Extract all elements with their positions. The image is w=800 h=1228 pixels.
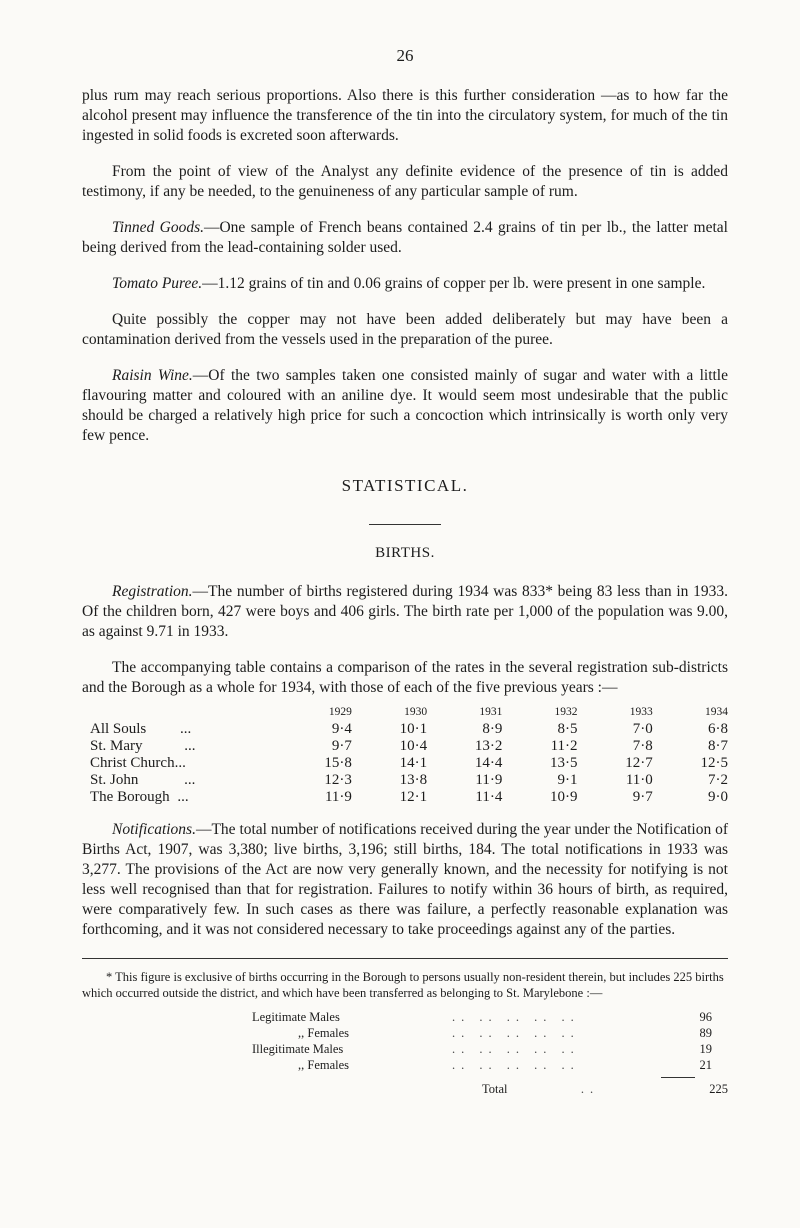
district-name: St. John ... (90, 772, 196, 788)
footnote-divider (82, 958, 728, 959)
tomato-puree-text: —1.12 grains of tin and 0.06 grains of copper per lb. were present in one sample. (202, 275, 706, 292)
item-value: 89 (699, 1026, 712, 1040)
rate-cell: 11·4 (475, 789, 503, 805)
rate-cell: 13·5 (550, 755, 578, 771)
section-title: STATISTICAL. (341, 476, 469, 495)
tinned-goods-heading: Tinned Goods. (112, 219, 204, 236)
transferred-births-list (82, 1009, 728, 1097)
list-item: Legitimate Males .. .. .. .. .. 96 (82, 1009, 728, 1025)
table-row (82, 772, 728, 789)
district-name: All Souls ... (90, 721, 192, 737)
rate-cell: 15·8 (324, 755, 352, 771)
year-header: 1934 (705, 706, 728, 718)
district-name: Christ Church... (90, 755, 186, 771)
rate-cell: 7·2 (708, 772, 728, 788)
rate-cell: 12·3 (324, 772, 352, 788)
paragraph-notifications (82, 820, 728, 940)
table-header-row (82, 706, 728, 721)
registration-text: —The number of births registered during 1934 was 833* being 83 less than in 1933. Of the children born, 427 were boys and 406 girls. The birth rate per 1,000 of the population was 9.00, as against 9.71 in 1933. (82, 583, 728, 640)
rate-cell: 9·7 (331, 738, 352, 754)
rate-cell: 11·9 (324, 789, 352, 805)
rate-cell: 8·9 (482, 721, 503, 737)
list-item: ,, Females .. .. .. .. .. 21 (82, 1057, 728, 1073)
rate-cell: 12·5 (700, 755, 728, 771)
rate-cell: 14·4 (474, 755, 503, 771)
rate-cell: 9·0 (708, 789, 728, 805)
tomato-puree-heading: Tomato Puree. (112, 275, 203, 292)
year-header: 1929 (328, 706, 352, 718)
item-label: ,, Females (298, 1058, 350, 1072)
item-label: ,, Females (298, 1026, 350, 1040)
raisin-wine-heading: Raisin Wine. (112, 367, 193, 384)
page-number: 26 (396, 46, 414, 65)
rate-cell: 8·5 (557, 721, 578, 737)
total-rule (661, 1077, 695, 1078)
table-row (82, 755, 728, 772)
item-label: Legitimate Males (252, 1010, 340, 1024)
item-value: 21 (699, 1058, 712, 1072)
list-item: ,, Females .. .. .. .. .. 89 (82, 1025, 728, 1041)
rate-cell: 12·1 (399, 789, 428, 805)
item-value: 19 (699, 1042, 712, 1056)
table-row (82, 789, 728, 806)
total-value: 225 (709, 1082, 728, 1096)
raisin-wine-text: —Of the two samples taken one consisted mainly of sugar and water with a little flavouring matter and coloured with an aniline dye. It would seem most undesirable that the public should be charged a relatively high price for such a concoction which intrinsically is worth only very few pence. (82, 367, 728, 444)
rate-cell: 10·9 (550, 789, 578, 805)
district-name: The Borough ... (90, 789, 189, 805)
rate-cell: 11·9 (475, 772, 503, 788)
year-header: 1932 (554, 706, 578, 718)
paragraph-tinned-goods (82, 218, 728, 258)
rate-cell: 7·8 (632, 738, 653, 754)
tinned-goods-text: —One sample of French beans contained 2.4 grains of tin per lb., the latter metal being derived from the lead-containing solder used. (82, 219, 728, 256)
total-row: Total .. 225 (82, 1082, 728, 1097)
year-header: 1930 (404, 706, 428, 718)
section-divider (369, 524, 441, 525)
table-row (82, 738, 728, 755)
registration-heading: Registration. (112, 583, 193, 600)
rate-cell: 9·1 (557, 772, 578, 788)
paragraph-registration (82, 582, 728, 642)
paragraph-rum: plus rum may reach serious proportions. Also there is this further consideration —as to how far the alcohol present may influence the transference of the tin into the circulatory system, for much of the tin ingested in solid foods is excreted soon afterwards. (82, 87, 728, 144)
rate-cell: 9·4 (331, 721, 352, 737)
item-value: 96 (699, 1010, 712, 1024)
paragraph-copper: Quite possibly the copper may not have been added deliberately but may have been a contamination derived from the vessels used in the preparation of the puree. (82, 311, 728, 348)
notifications-text: —The total number of notifications received during the year under the Notification of Births Act, 1907, was 3,380; live births, 3,196; still births, 184. The total notifications in 1933 was 3,277. The provisions of the Act are now very generally known, and the necessity for notifying is not less well recognised than that for registration. Failures to notify within 36 hours of birth, as required, were comparatively few. In such cases as there was failure, a perfectly reasonable explanation was forthcoming, and it was not considered necessary to take proceedings against any of the parties. (82, 821, 728, 938)
footnote-text: * This figure is exclusive of births occurring in the Borough to persons usually non-resident therein, but includes 225 births which occurred outside the district, and which have been transferred as belonging to St. Marylebone :— (82, 970, 724, 1000)
rate-cell: 8·7 (708, 738, 728, 754)
rate-cell: 7·0 (632, 721, 653, 737)
rate-cell: 12·7 (625, 755, 653, 771)
list-item: Illegitimate Males .. .. .. .. .. 19 (82, 1041, 728, 1057)
birth-rates-table (82, 706, 728, 806)
rate-cell: 13·8 (399, 772, 428, 788)
rate-cell: 13·2 (474, 738, 503, 754)
notifications-heading: Notifications. (112, 821, 196, 838)
rate-cell: 10·4 (399, 738, 428, 754)
paragraph-raisin-wine (82, 366, 728, 446)
paragraph-analyst: From the point of view of the Analyst any definite evidence of the presence of tin is added testimony, if any be needed, to the genuineness of any particular sample of rum. (82, 163, 728, 200)
table-row (82, 721, 728, 738)
district-name: St. Mary ... (90, 738, 196, 754)
year-header: 1933 (629, 706, 653, 718)
year-header: 1931 (479, 706, 503, 718)
total-label: Total (482, 1082, 508, 1096)
rate-cell: 11·2 (550, 738, 578, 754)
rate-cell: 10·1 (399, 721, 428, 737)
document-page (82, 40, 728, 1097)
paragraph-table-intro: The accompanying table contains a comparison of the rates in the several registration sub-districts and the Borough as a whole for 1934, with those of each of the five previous years :— (82, 659, 728, 696)
rate-cell: 9·7 (632, 789, 653, 805)
rate-cell: 6·8 (708, 721, 728, 737)
paragraph-tomato-puree (82, 274, 728, 294)
item-label: Illegitimate Males (252, 1042, 344, 1056)
rate-cell: 14·1 (399, 755, 428, 771)
rate-cell: 11·0 (625, 772, 653, 788)
births-heading: BIRTHS. (375, 545, 435, 561)
